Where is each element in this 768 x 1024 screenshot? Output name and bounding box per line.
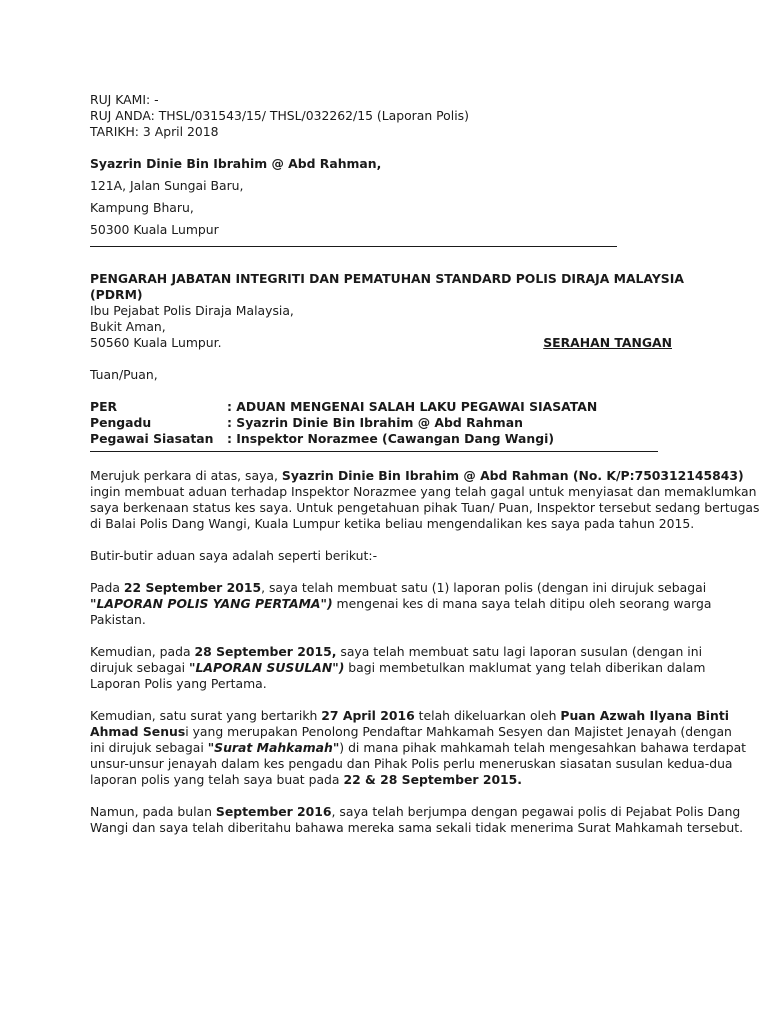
text: ini dirujuk sebagai	[90, 740, 208, 755]
text: i yang merupakan Penolong Pendaftar Mahkamah Sesyen dan Majistet Jenayah (dengan	[185, 724, 732, 739]
subject-row	[90, 399, 597, 415]
subject-key: PER	[90, 399, 118, 414]
subject-row	[90, 431, 597, 447]
term-highlight: "Surat Mahkamah"	[207, 740, 340, 755]
paragraph-details-intro: Butir-butir aduan saya adalah seperti berikut:-	[90, 548, 378, 563]
text: Namun, pada bulan	[90, 804, 216, 819]
text: , saya telah berjumpa dengan pegawai polis di Pejabat Polis Dang	[331, 804, 741, 819]
text: ) di mana pihak mahkamah telah mengesahkan bahawa terdapat	[339, 740, 747, 755]
recipient-address-line: Ibu Pejabat Polis Diraja Malaysia,	[90, 303, 294, 318]
date-highlight: 22 & 28 September 2015.	[343, 772, 523, 787]
ruj-kami: RUJ KAMI: -	[90, 92, 159, 107]
paragraph-follow-up-report	[90, 644, 710, 692]
text: Pada	[90, 580, 124, 595]
text: Merujuk perkara di atas, saya,	[90, 468, 282, 483]
date-highlight: 28 September 2015,	[194, 644, 337, 659]
name-highlight: Ahmad Senus	[90, 724, 186, 739]
tarikh: TARIKH: 3 April 2018	[90, 124, 219, 139]
complainant-identity: Syazrin Dinie Bin Ibrahim @ Abd Rahman (No. K/P:750312145843)	[281, 468, 744, 483]
date-highlight: 22 September 2015	[123, 580, 262, 595]
paragraph-reference	[90, 468, 760, 532]
paragraph-court-letter	[90, 708, 747, 788]
text-line: unsur-unsur jenayah dalam kes pengadu dan Pihak Polis perlu meneruskan siasatan susulan kedua-dua	[90, 756, 733, 771]
sender-address-line: 121A, Jalan Sungai Baru,	[90, 178, 244, 193]
text-line: ingin membuat aduan terhadap Inspektor Norazmee yang telah gagal untuk menyiasat dan memaklumkan	[90, 484, 757, 499]
subject-key: Pegawai Siasatan	[90, 431, 214, 446]
text: , saya telah membuat satu (1) laporan polis (dengan ini dirujuk sebagai	[261, 580, 707, 595]
sender-address-line: Kampung Bharu,	[90, 200, 194, 215]
recipient-title-cont: (PDRM)	[90, 287, 143, 302]
sender-address-line: 50300 Kuala Lumpur	[90, 222, 219, 237]
text: Kemudian, satu surat yang bertarikh	[90, 708, 322, 723]
subject-value: : ADUAN MENGENAI SALAH LAKU PEGAWAI SIASATAN	[227, 399, 598, 414]
recipient-address-line: Bukit Aman,	[90, 319, 166, 334]
subject-table	[90, 399, 597, 447]
text: laporan polis yang telah saya buat pada	[90, 772, 344, 787]
text-line: Laporan Polis yang Pertama.	[90, 676, 267, 691]
paragraph-first-report	[90, 580, 710, 628]
subject-value: : Inspektor Norazmee (Cawangan Dang Wangi)	[227, 431, 554, 446]
subject-key: Pengadu	[90, 415, 152, 430]
subject-row	[90, 415, 597, 431]
recipient-title: PENGARAH JABATAN INTEGRITI DAN PEMATUHAN STANDARD POLIS DIRAJA MALAYSIA	[90, 271, 684, 286]
recipient-address-line: 50560 Kuala Lumpur.	[90, 335, 222, 350]
text: Kemudian, pada	[90, 644, 195, 659]
ruj-anda: RUJ ANDA: THSL/031543/15/ THSL/032262/15 (Laporan Polis)	[90, 108, 469, 123]
text: bagi membetulkan maklumat yang telah diberikan dalam	[344, 660, 706, 675]
text-line: Pakistan.	[90, 612, 146, 627]
text: dirujuk sebagai	[90, 660, 190, 675]
text-line: saya berkenaan status kes saya. Untuk pengetahuan pihak Tuan/ Puan, Inspektor tersebut sedang bertugas	[90, 500, 760, 515]
paragraph-meeting	[90, 804, 744, 836]
sender-name: Syazrin Dinie Bin Ibrahim @ Abd Rahman,	[90, 156, 382, 171]
term-highlight: "LAPORAN POLIS YANG PERTAMA")	[90, 596, 333, 611]
recipient-last-row	[90, 335, 672, 351]
handover-label: SERAHAN TANGAN	[543, 335, 672, 350]
name-highlight: Puan Azwah Ilyana Binti	[560, 708, 730, 723]
salutation: Tuan/Puan,	[90, 367, 158, 382]
date-highlight: September 2016	[215, 804, 332, 819]
text: saya telah membuat satu lagi laporan susulan (dengan ini	[336, 644, 703, 659]
subject-value: : Syazrin Dinie Bin Ibrahim @ Abd Rahman	[227, 415, 523, 430]
letter-body	[90, 92, 760, 836]
text-line: Wangi dan saya telah diberitahu bahawa mereka sama sekali tidak menerima Surat Mahkamah tersebut.	[90, 820, 744, 835]
text-line: di Balai Polis Dang Wangi, Kuala Lumpur ketika beliau mengendalikan kes saya pada tahun 2015.	[90, 516, 695, 531]
text: mengenai kes di mana saya telah ditipu oleh seorang warga	[332, 596, 712, 611]
date-highlight: 27 April 2016	[321, 708, 415, 723]
term-highlight: "LAPORAN SUSULAN")	[189, 660, 345, 675]
text: telah dikeluarkan oleh	[414, 708, 561, 723]
